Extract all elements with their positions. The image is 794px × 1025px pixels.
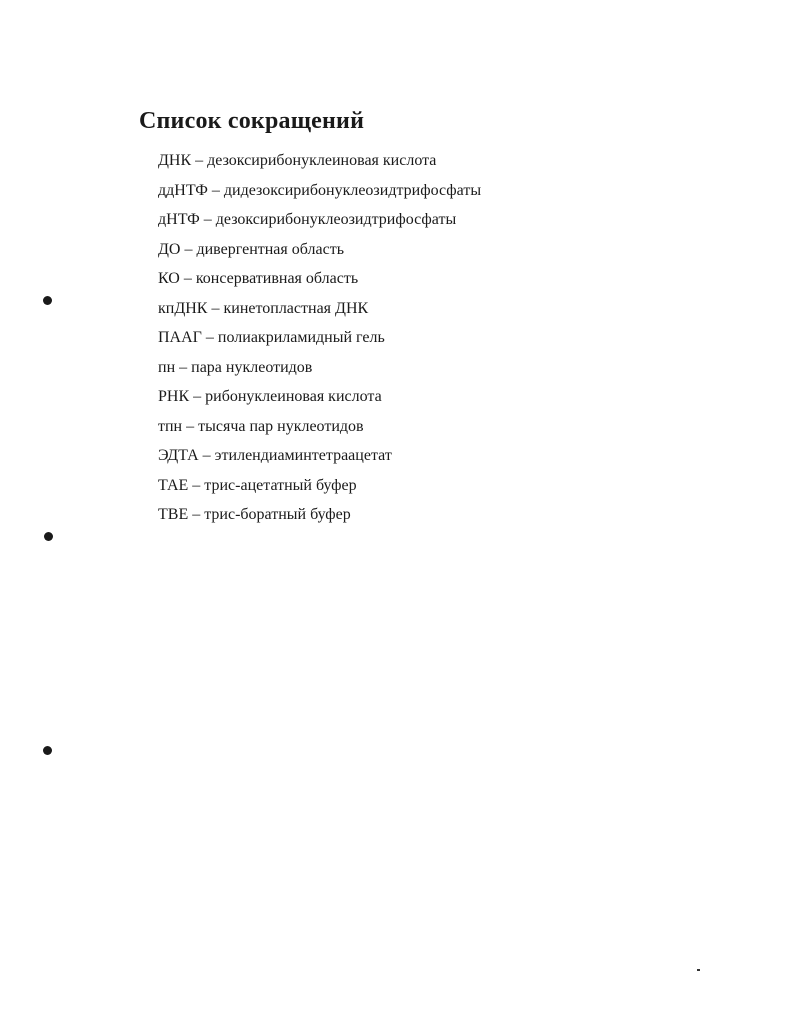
list-item: ТАЕ – трис-ацетатный буфер [158, 476, 357, 494]
page-title: Список сокращений [139, 108, 365, 134]
list-item: ДНК – дезоксирибонуклеиновая кислота [158, 152, 437, 169]
punch-hole-mark [43, 296, 52, 305]
list-item: кпДНК – кинетопластная ДНК [158, 299, 369, 317]
scan-speck [697, 969, 700, 971]
list-item: ТВЕ – трис-боратный буфер [158, 506, 351, 523]
list-item: КО – консервативная область [158, 270, 359, 287]
list-item: ддНТФ – дидезоксирибонуклеозидтрифосфаты [158, 181, 482, 199]
list-item: дНТФ – дезоксирибонуклеозидтрифосфаты [158, 211, 457, 228]
list-item: ЭДТА – этилендиаминтетраацетат [158, 447, 392, 464]
punch-hole-mark [43, 746, 52, 755]
list-item: тпн – тысяча пар нуклеотидов [158, 417, 364, 435]
list-item: РНК – рибонуклеиновая кислота [158, 388, 382, 405]
list-item: ПААГ – полиакриламидный гель [158, 329, 385, 346]
punch-hole-mark [44, 532, 53, 541]
abbreviation-list [158, 150, 481, 534]
list-item: ДО – дивергентная область [158, 240, 344, 258]
list-item: пн – пара нуклеотидов [158, 358, 313, 376]
